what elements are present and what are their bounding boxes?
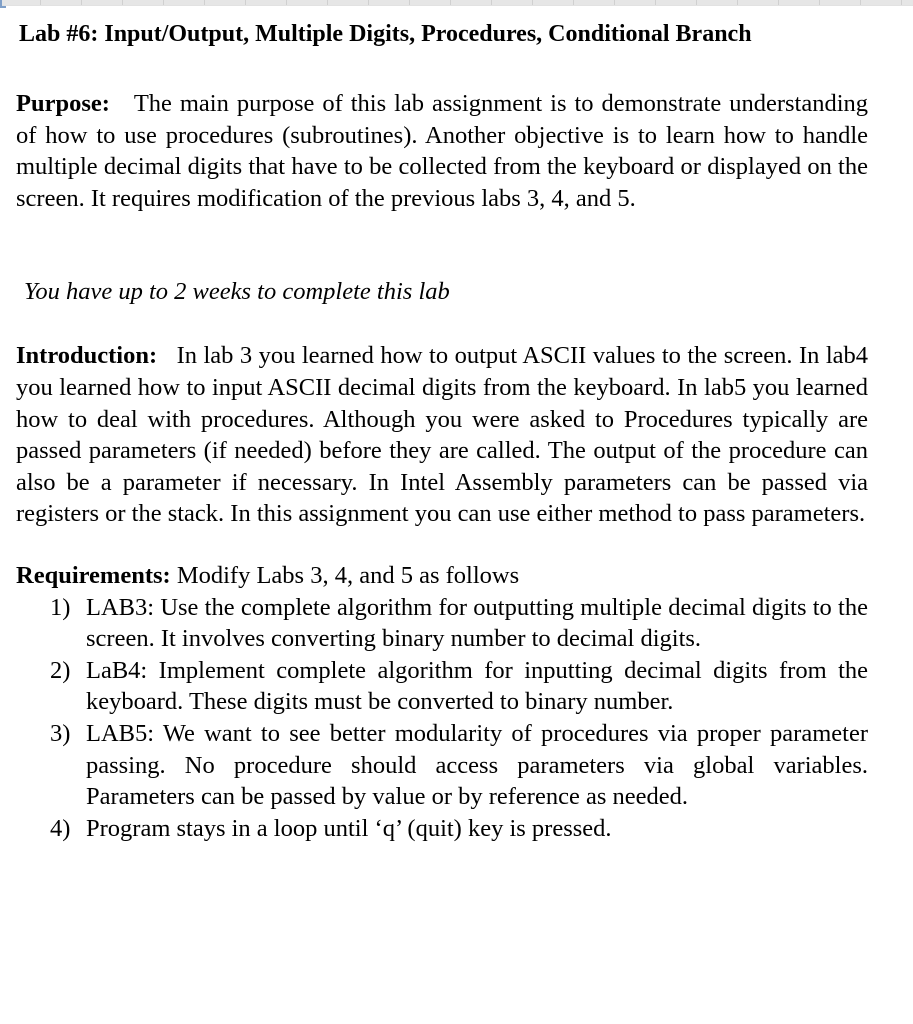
list-item-text: LAB5: We want to see better modularity of procedures via proper parameter passing. No procedure should access parameters via global variables. Parameters can be passed by value or by reference as needed.: [86, 719, 868, 811]
list-item-number: 3): [50, 719, 71, 747]
page-title: Lab #6: Input/Output, Multiple Digits, Procedures, Conditional Branch: [19, 21, 752, 47]
list-item: [16, 813, 868, 845]
list-item-number: 2): [50, 656, 71, 684]
requirements-intro: Modify Labs 3, 4, and 5 as follows: [176, 561, 520, 589]
requirements-list: [16, 592, 868, 845]
list-item-text: LAB3: Use the complete algorithm for outputting multiple decimal digits to the screen. It involves converting binary number to decimal digits.: [86, 593, 868, 653]
duration-note: You have up to 2 weeks to complete this lab: [24, 278, 450, 306]
document-page: [16, 12, 868, 844]
list-item-text: Program stays in a loop until ‘q’ (quit) key is pressed.: [86, 814, 612, 842]
list-item-number: 4): [50, 814, 71, 842]
introduction-text: In lab 3 you learned how to output ASCII values to the screen. In lab4 you learned how to input ASCII decimal digits from the keyboard. In lab5 you learned how to deal with procedures. Although you were asked to Procedures typically are passed parameters (if needed) before they are called. The output of the procedure can also be a parameter if necessary. In Intel Assembly parameters can be passed via registers or the stack. In this assignment you can use either method to pass parameters.: [16, 342, 869, 528]
requirements-heading: [16, 560, 868, 592]
ruler-bar: [0, 0, 913, 6]
corner-marker: [0, 0, 6, 8]
purpose-label: Purpose:: [16, 90, 110, 117]
list-item: [16, 655, 868, 718]
requirements-label: Requirements:: [16, 561, 171, 589]
purpose-paragraph: [16, 88, 868, 214]
list-item: [16, 592, 868, 655]
list-item: [16, 718, 868, 813]
introduction-paragraph: [16, 340, 868, 530]
list-item-number: 1): [50, 593, 71, 621]
list-item-text: LaB4: Implement complete algorithm for inputting decimal digits from the keyboard. These digits must be converted to binary number.: [86, 656, 868, 716]
introduction-label: Introduction:: [16, 342, 158, 370]
purpose-text: The main purpose of this lab assignment is to demonstrate understanding of how to use procedures (subroutines). Another objective is to learn how to handle multiple decimal digits that have to be collected from the keyboard or displayed on the screen. It requires modification of the previous labs 3, 4, and 5.: [16, 90, 869, 212]
